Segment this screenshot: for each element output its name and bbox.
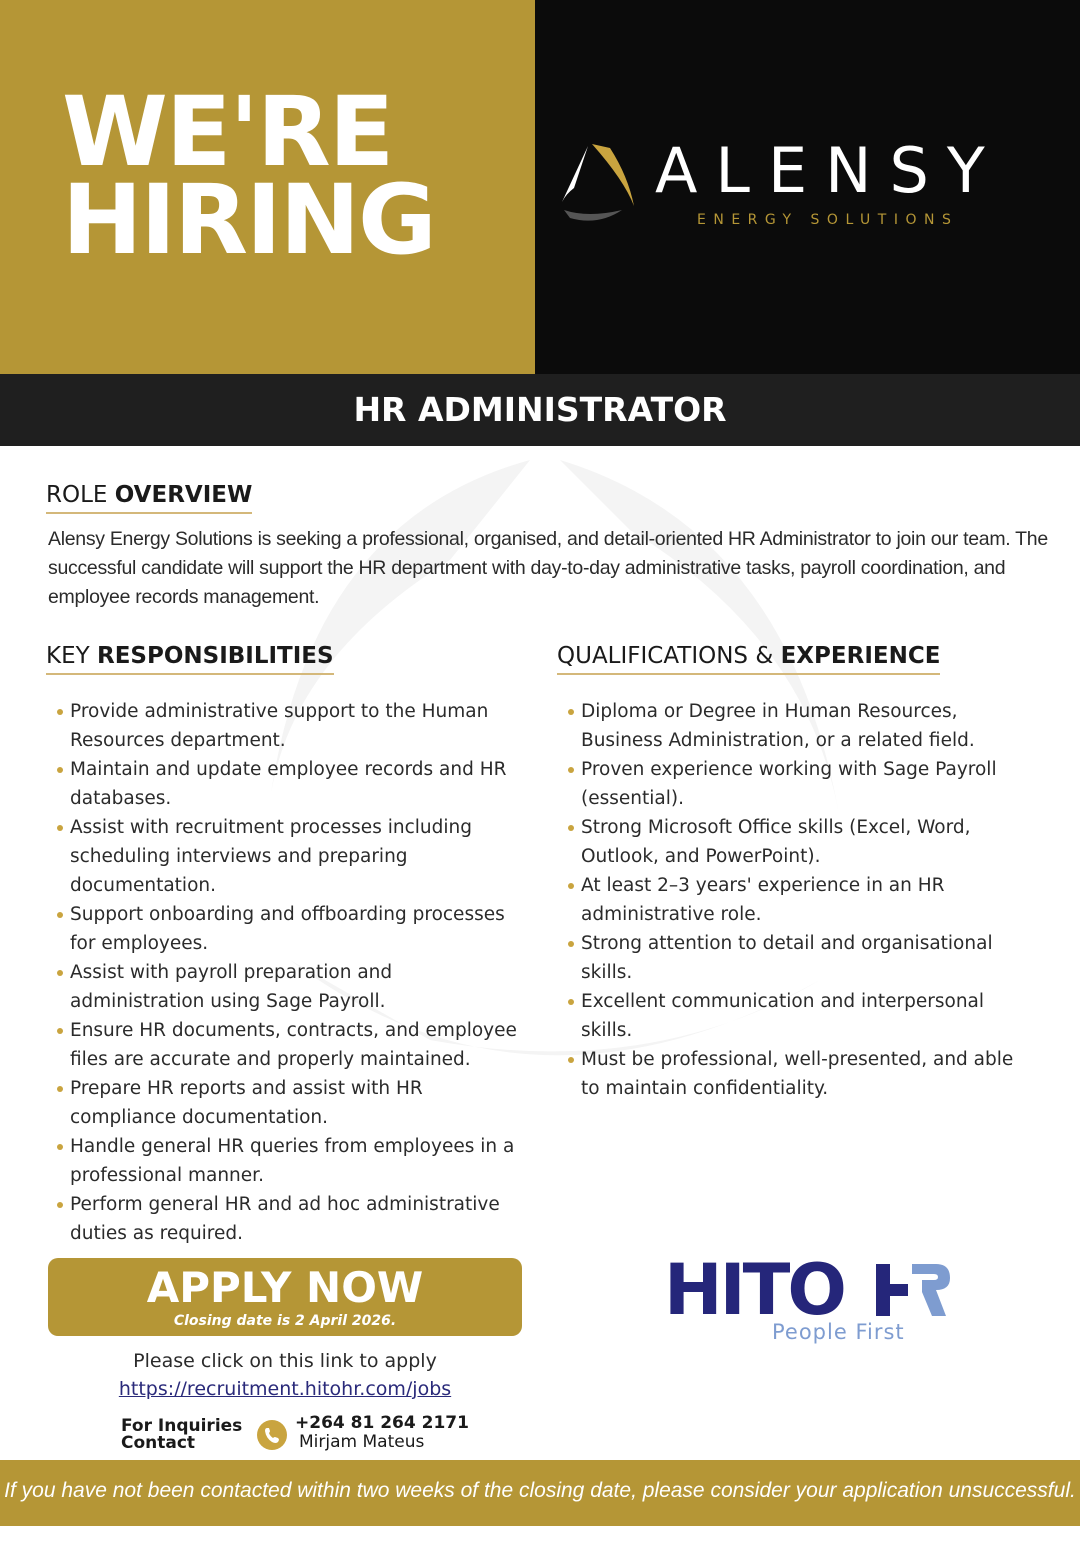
hito-logo-text: HITO xyxy=(664,1249,844,1331)
list-item xyxy=(581,755,1026,813)
bullet-icon xyxy=(57,970,63,976)
contact-name: Mirjam Mateus xyxy=(299,1432,425,1452)
responsibility-text: Handle general HR queries from employees in a professional manner. xyxy=(70,1136,515,1186)
bullet-icon xyxy=(57,1028,63,1034)
responsibilities-heading-light: KEY xyxy=(46,643,97,669)
hito-tagline: People First xyxy=(772,1320,905,1344)
bullet-icon xyxy=(57,1086,63,1092)
inquiries-label xyxy=(121,1418,242,1452)
list-item xyxy=(70,813,530,900)
list-item xyxy=(70,755,530,813)
responsibility-text: Assist with recruitment processes including scheduling interviews and preparing documentation. xyxy=(70,817,472,896)
bullet-icon xyxy=(57,825,63,831)
list-item xyxy=(581,697,1026,755)
alensy-logo-subtitle: ENERGY SOLUTIONS xyxy=(697,212,959,228)
hiring-title-line1: WE'RE xyxy=(62,76,393,188)
bullet-icon xyxy=(57,767,63,773)
qualifications-list xyxy=(581,697,1026,1103)
alensy-logo-mark-icon xyxy=(558,140,638,224)
apply-instruction-text: Please click on this link to apply xyxy=(133,1350,437,1372)
inquiries-label-line2: Contact xyxy=(121,1433,196,1453)
list-item xyxy=(581,871,1026,929)
apply-now-label: APPLY NOW xyxy=(146,1263,424,1312)
footer-disclaimer: If you have not been contacted within two weeks of the closing date, please consider your application unsuccessful. xyxy=(4,1479,1076,1502)
list-item xyxy=(70,1132,530,1190)
qualification-text: Proven experience working with Sage Payroll (essential). xyxy=(581,759,997,809)
responsibility-text: Provide administrative support to the Human Resources department. xyxy=(70,701,489,751)
bullet-icon xyxy=(568,709,574,715)
qualification-text: Strong attention to detail and organisational skills. xyxy=(581,933,993,983)
qualifications-heading-light: QUALIFICATIONS & xyxy=(557,643,781,669)
list-item xyxy=(70,1074,530,1132)
responsibilities-list xyxy=(70,697,530,1248)
hiring-title-line2: HIRING xyxy=(62,164,435,276)
bullet-icon xyxy=(568,1057,574,1063)
role-overview-heading-bold: OVERVIEW xyxy=(114,482,253,508)
list-item xyxy=(581,813,1026,871)
bullet-icon xyxy=(57,912,63,918)
bullet-icon xyxy=(568,767,574,773)
alensy-logo-name: ALENSY xyxy=(655,134,1003,207)
qualification-text: Diploma or Degree in Human Resources, Business Administration, or a related field. xyxy=(581,701,975,751)
list-item xyxy=(70,900,530,958)
bullet-icon xyxy=(568,883,574,889)
responsibilities-heading xyxy=(46,643,334,675)
list-item xyxy=(581,929,1026,987)
qualification-text: Strong Microsoft Office skills (Excel, Word, Outlook, and PowerPoint). xyxy=(581,817,971,867)
hito-hr-logo-icon xyxy=(872,1250,952,1320)
role-overview-heading xyxy=(46,482,252,514)
responsibilities-heading-bold: RESPONSIBILITIES xyxy=(96,643,334,669)
bullet-icon xyxy=(57,709,63,715)
list-item xyxy=(70,697,530,755)
role-title: HR ADMINISTRATOR xyxy=(353,390,727,429)
responsibility-text: Perform general HR and ad hoc administrative duties as required. xyxy=(70,1194,500,1244)
responsibility-text: Ensure HR documents, contracts, and employee files are accurate and properly maintained. xyxy=(70,1020,517,1070)
list-item xyxy=(70,958,530,1016)
responsibility-text: Prepare HR reports and assist with HR compliance documentation. xyxy=(70,1078,423,1128)
bullet-icon xyxy=(568,825,574,831)
apply-link[interactable]: https://recruitment.hitohr.com/jobs xyxy=(118,1378,452,1400)
hiring-title xyxy=(62,76,532,276)
bullet-icon xyxy=(57,1144,63,1150)
qualifications-heading-bold: EXPERIENCE xyxy=(780,643,941,669)
apply-now-button[interactable] xyxy=(48,1258,522,1336)
responsibility-text: Support onboarding and offboarding processes for employees. xyxy=(70,904,505,954)
phone-icon xyxy=(257,1420,287,1450)
bullet-icon xyxy=(568,999,574,1005)
bullet-icon xyxy=(568,941,574,947)
role-overview-heading-light: ROLE xyxy=(46,482,115,508)
contact-phone[interactable]: +264 81 264 2171 xyxy=(295,1413,469,1433)
role-overview-text: Alensy Energy Solutions is seeking a professional, organised, and detail-oriented HR Administrator to join our team. The successful candidate will support the HR department with day-to-day administrative tasks, payroll coordination, and employee records management. xyxy=(48,528,1048,608)
qualification-text: At least 2–3 years' experience in an HR administrative role. xyxy=(581,875,945,925)
qualification-text: Excellent communication and interpersonal skills. xyxy=(581,991,985,1041)
qualifications-heading xyxy=(557,643,940,675)
qualification-text: Must be professional, well-presented, and able to maintain confidentiality. xyxy=(581,1049,1014,1099)
list-item xyxy=(70,1016,530,1074)
list-item xyxy=(70,1190,530,1248)
closing-date-text: Closing date is 2 April 2026. xyxy=(173,1313,397,1329)
bullet-icon xyxy=(57,1202,63,1208)
inquiries-label-line1: For Inquiries xyxy=(121,1416,243,1436)
list-item xyxy=(581,987,1026,1045)
responsibility-text: Maintain and update employee records and HR databases. xyxy=(70,759,507,809)
responsibility-text: Assist with payroll preparation and administration using Sage Payroll. xyxy=(70,962,393,1012)
list-item xyxy=(581,1045,1026,1103)
